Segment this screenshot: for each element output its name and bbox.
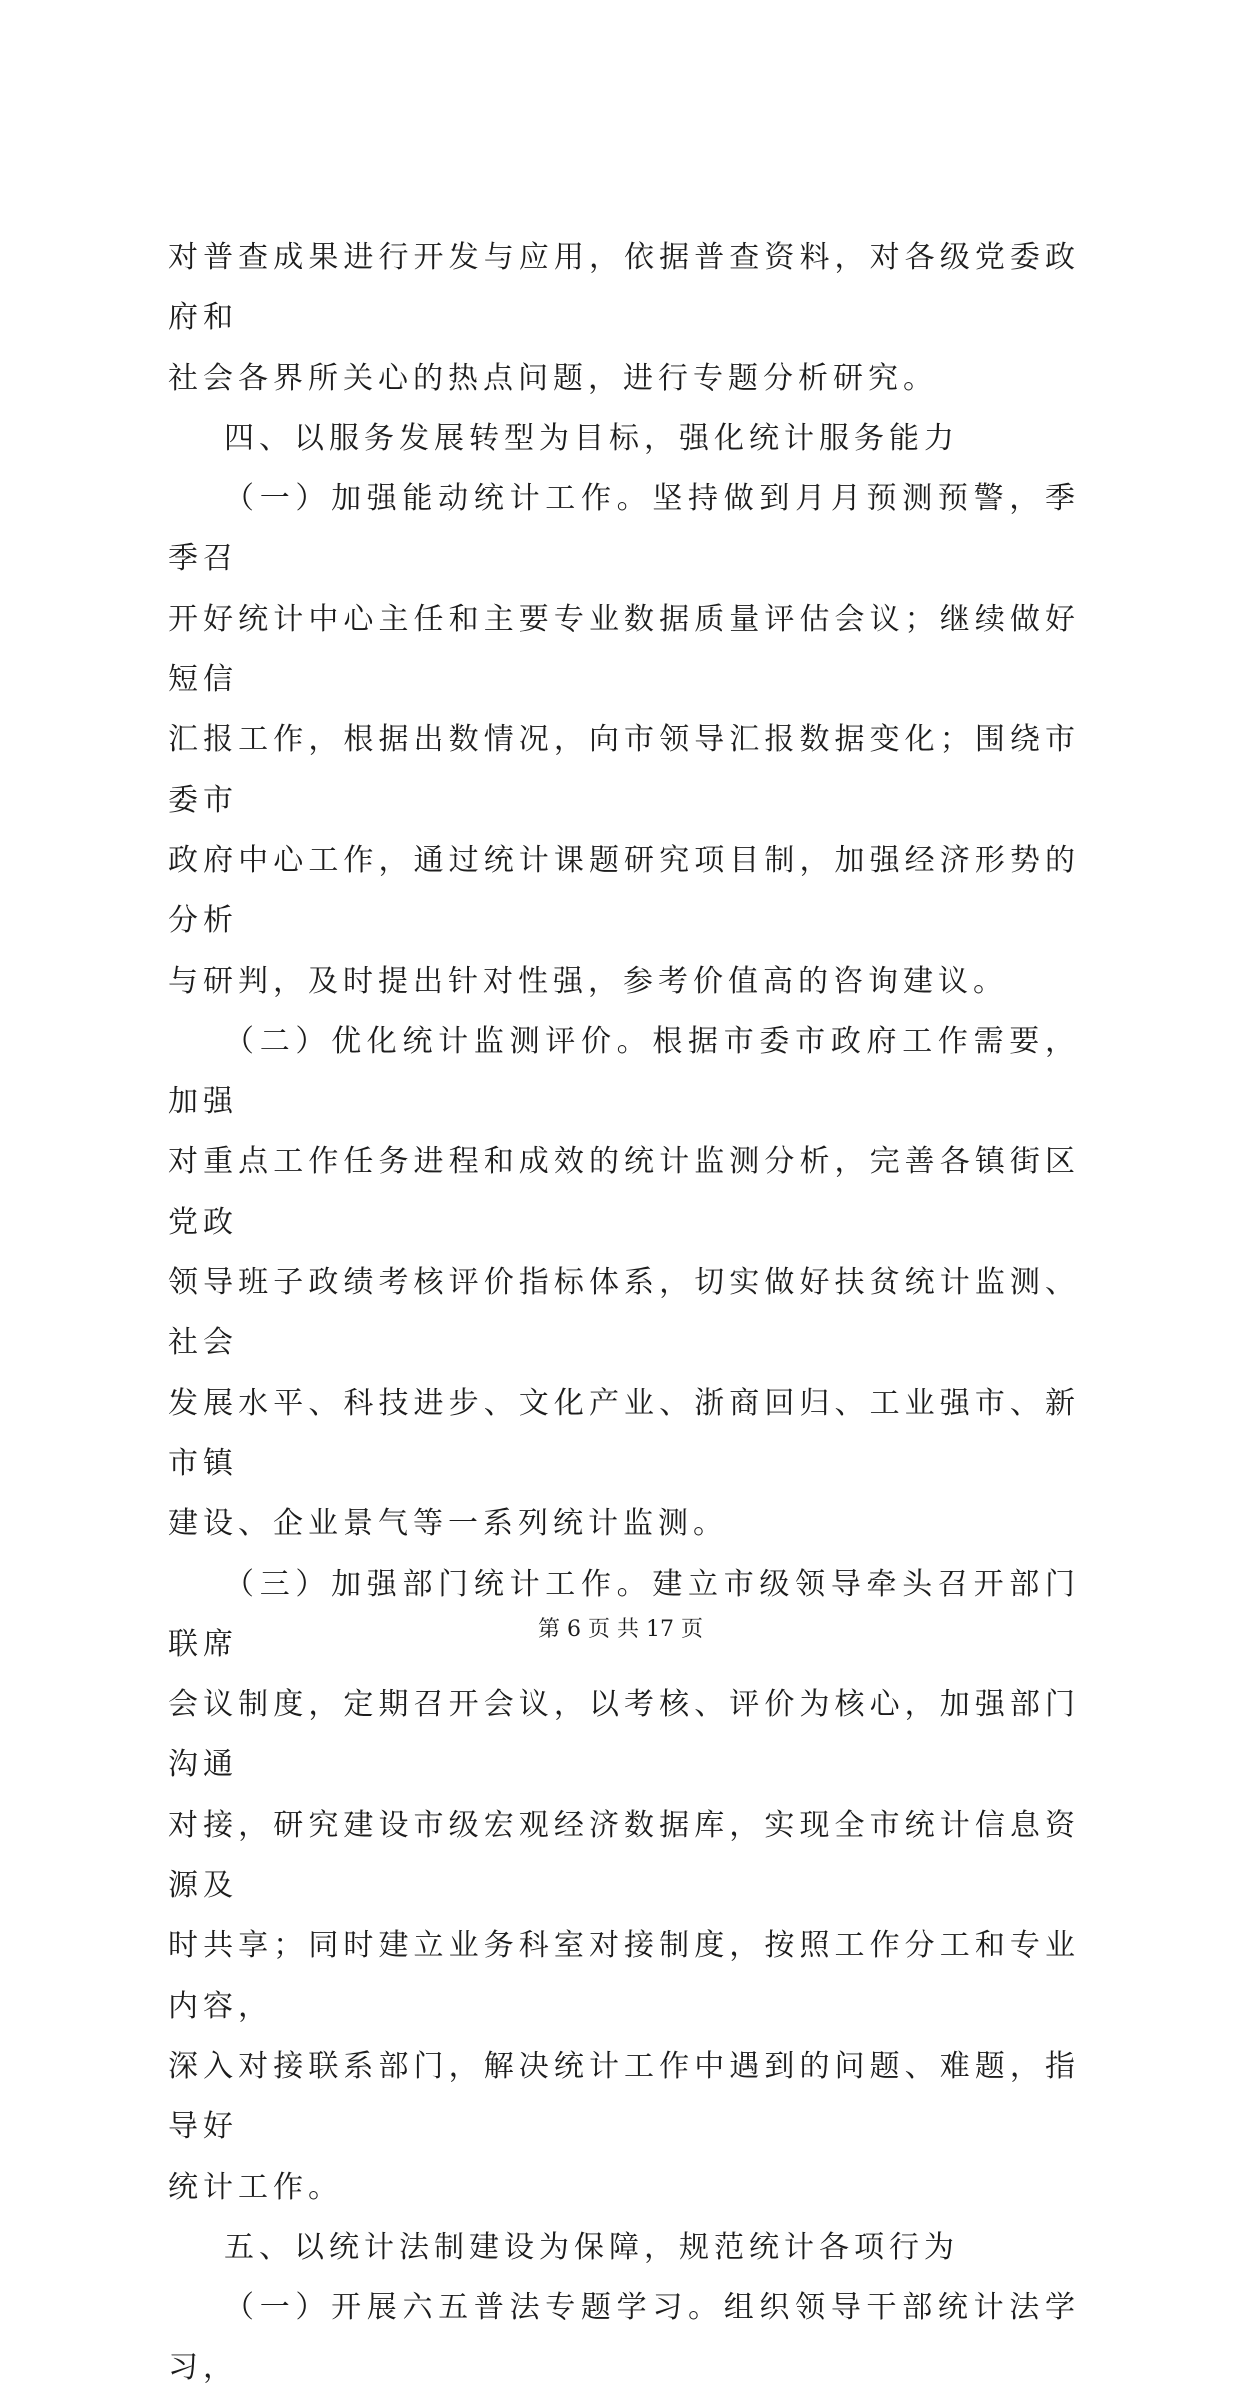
text-line: 与研判，及时提出针对性强，参考价值高的咨询建议。 bbox=[168, 963, 1008, 999]
section-heading-five bbox=[168, 2218, 1080, 2278]
section-heading-four bbox=[168, 409, 1080, 469]
text-line: 领导班子政绩考核评价指标体系，切实做好扶贫统计监测、社会 bbox=[168, 1265, 1080, 1361]
text-line: 发展水平、科技进步、文化产业、浙商回归、工业强市、新市镇 bbox=[168, 1385, 1080, 1481]
text-line: （一）开展六五普法专题学习。组织领导干部统计法学习， bbox=[168, 2290, 1080, 2386]
text-line: 统计工作。 bbox=[168, 2169, 343, 2205]
text-line: 汇报工作，根据出数情况，向市领导汇报数据变化；围绕市委市 bbox=[168, 722, 1080, 818]
text-line: 对重点工作任务进程和成效的统计监测分析，完善各镇街区党政 bbox=[168, 1144, 1080, 1240]
body-text bbox=[168, 228, 1080, 2399]
paragraph-item-1 bbox=[168, 469, 1080, 1012]
text-line: 五、以统计法制建设为保障，规范统计各项行为 bbox=[224, 2229, 959, 2265]
text-line: 对接，研究建设市级宏观经济数据库，实现全市统计信息资源及 bbox=[168, 1807, 1080, 1904]
text-line: 四、以服务发展转型为目标，强化统计服务能力 bbox=[224, 420, 959, 456]
text-line: 建设、企业景气等一系列统计监测。 bbox=[168, 1506, 728, 1542]
text-line: （一）加强能动统计工作。坚持做到月月预测预警，季季召 bbox=[168, 481, 1080, 577]
text-line: 开好统计中心主任和主要专业数据质量评估会议；继续做好短信 bbox=[168, 601, 1080, 698]
text-line: 政府中心工作，通过统计课题研究项目制，加强经济形势的分析 bbox=[168, 842, 1080, 939]
text-line: 会议制度，定期召开会议，以考核、评价为核心，加强部门沟通 bbox=[168, 1687, 1080, 1783]
page-number-label: 第 6 页 共 17 页 bbox=[538, 1617, 703, 1642]
text-line: （三）加强部门统计工作。建立市级领导牵头召开部门联席 bbox=[168, 1566, 1080, 1662]
text-line: 时共享；同时建立业务科室对接制度，按照工作分工和专业内容， bbox=[168, 1928, 1080, 2024]
paragraph-continuation bbox=[168, 228, 1080, 409]
page-footer bbox=[0, 1612, 1241, 1643]
text-line: 深入对接联系部门，解决统计工作中遇到的问题、难题，指导好 bbox=[168, 2048, 1080, 2145]
text-line: （二）优化统计监测评价。根据市委市政府工作需要，加强 bbox=[168, 1023, 1080, 1120]
paragraph-item-1-section-five bbox=[168, 2278, 1080, 2399]
text-line: 对普查成果进行开发与应用，依据普查资料，对各级党委政府和 bbox=[168, 240, 1080, 336]
text-line: 社会各界所关心的热点问题，进行专题分析研究。 bbox=[168, 360, 938, 396]
paragraph-item-2 bbox=[168, 1012, 1080, 1555]
paragraph-item-3 bbox=[168, 1555, 1080, 2218]
